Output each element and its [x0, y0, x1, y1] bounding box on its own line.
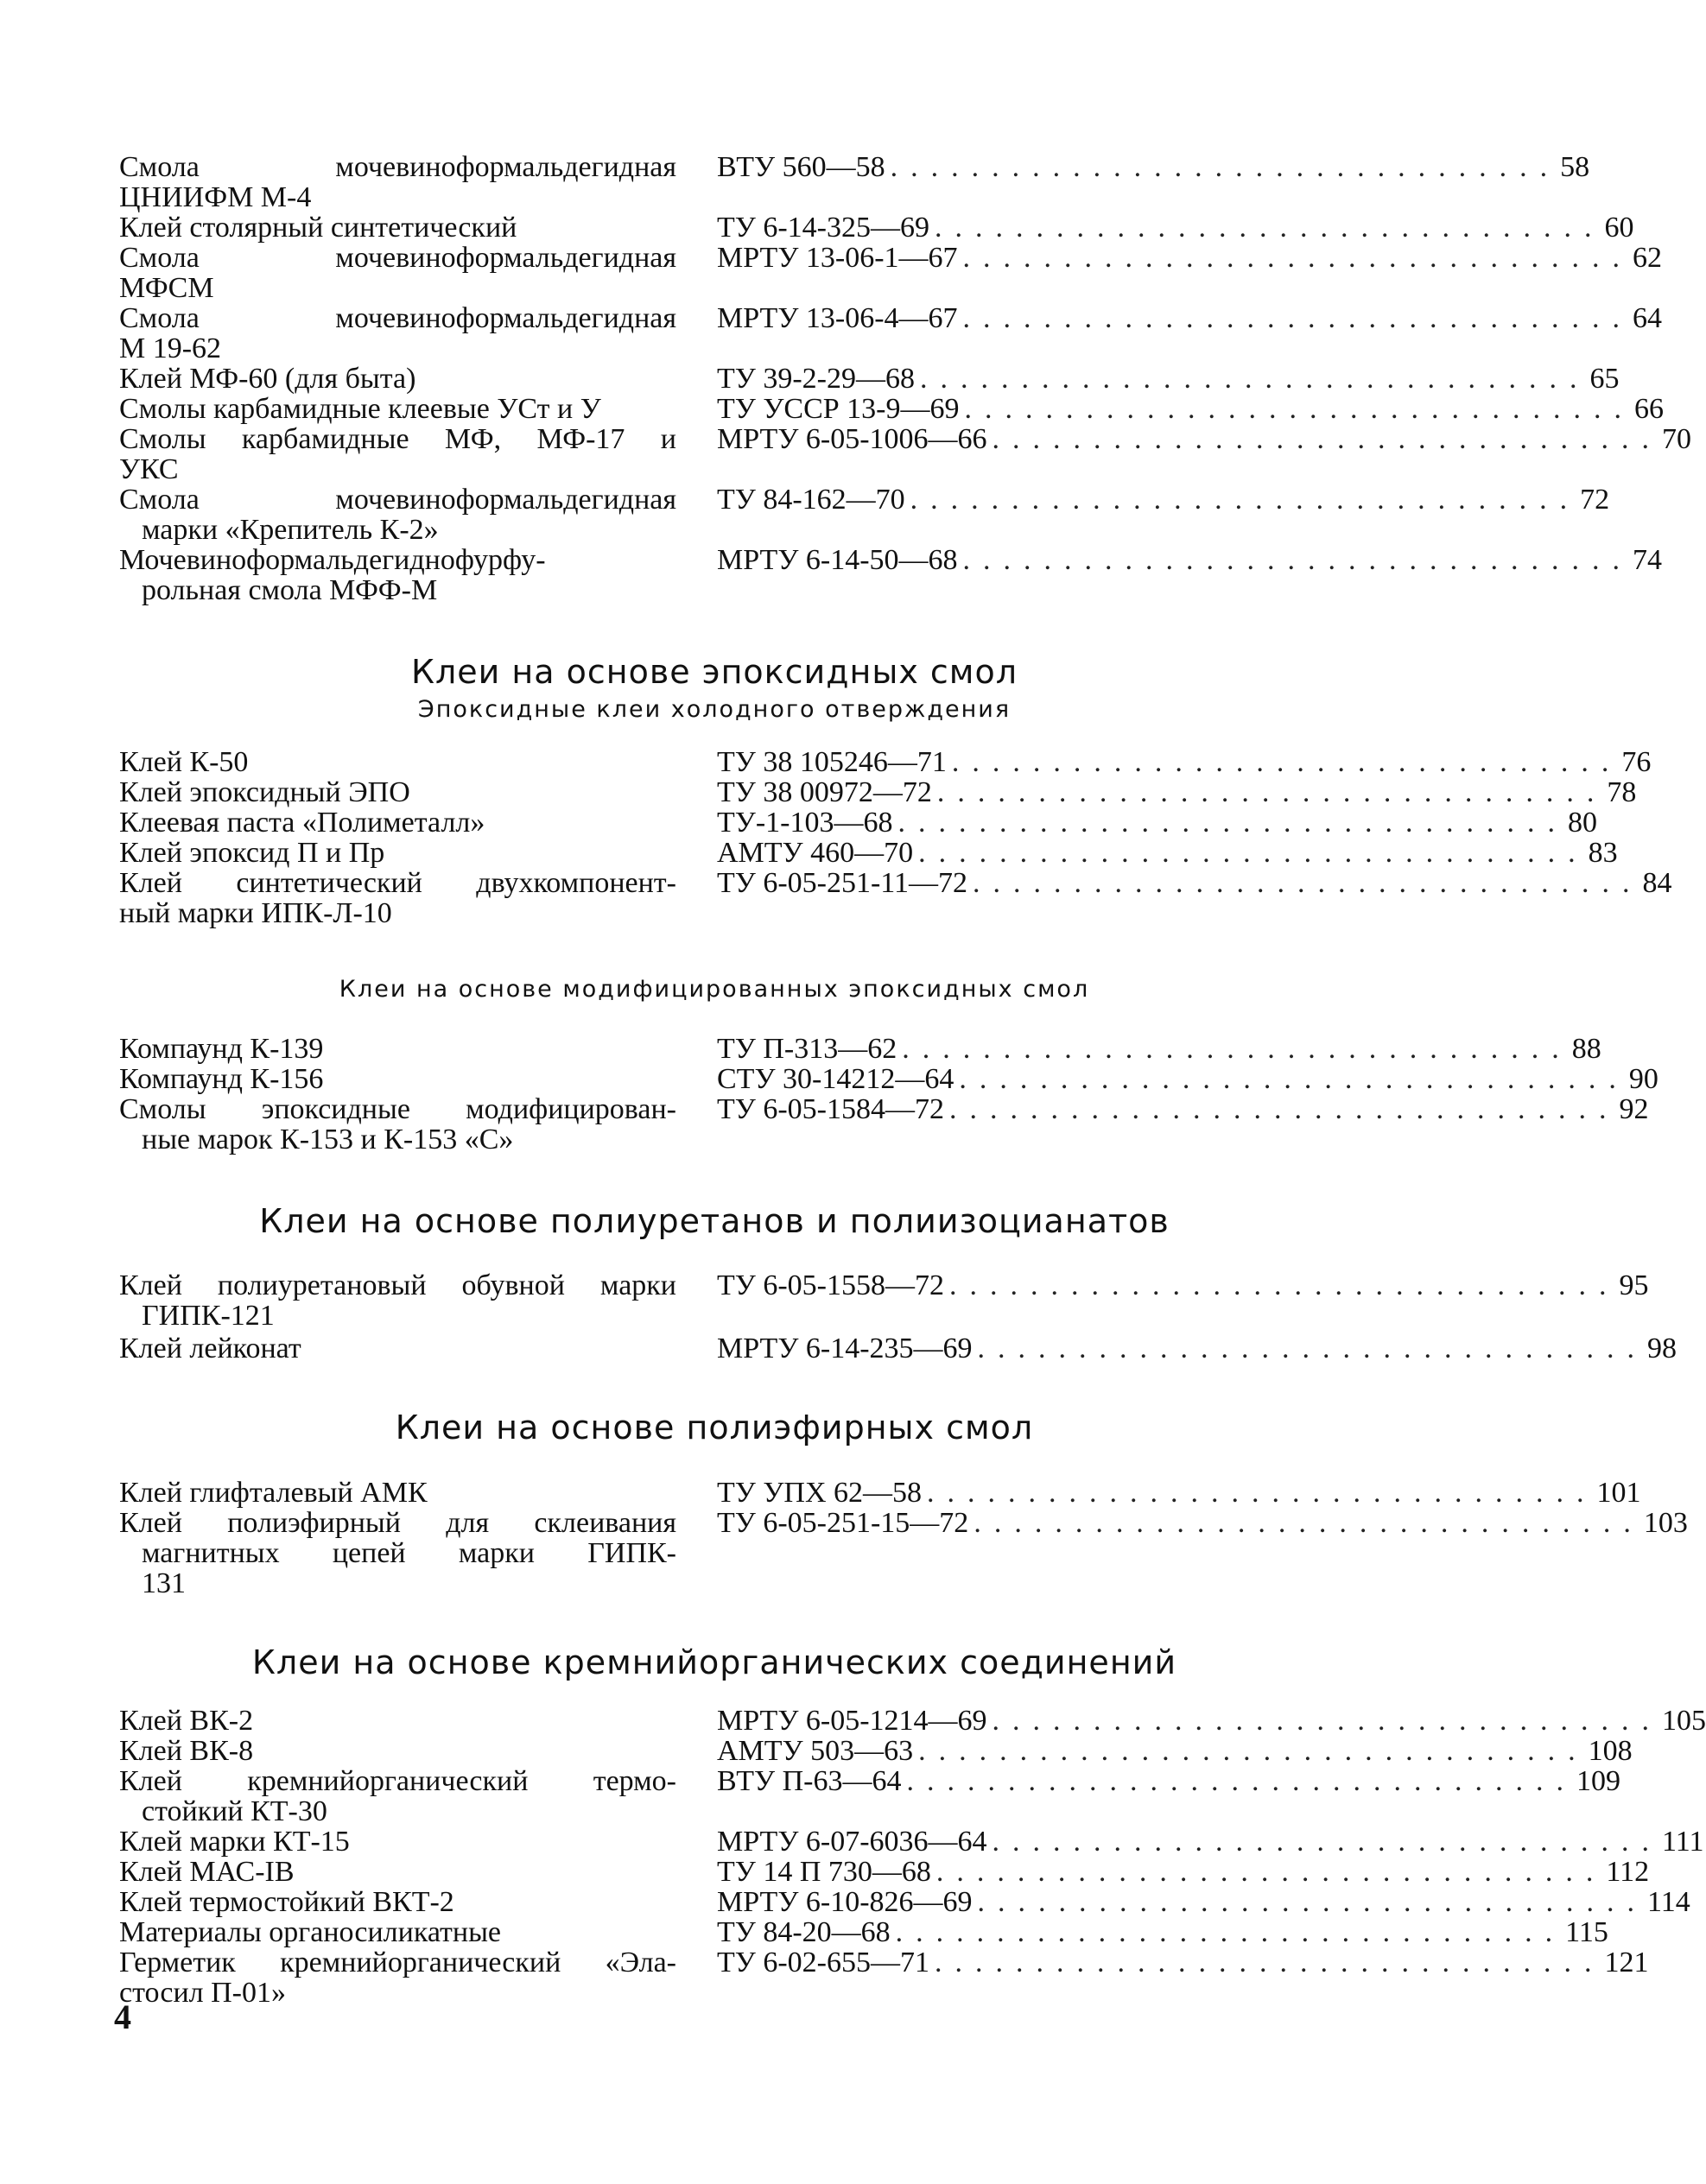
leader-dots: ................................. [920, 363, 1590, 395]
entry-standard: ВТУ 560—58 [717, 151, 885, 183]
entry-standard: СТУ 30-14212—64 [717, 1063, 954, 1095]
entry-name-line: Материалы органосиликатные [119, 1916, 502, 1948]
entry-name [119, 424, 676, 484]
entry-name-line: Компаунд К-156 [119, 1063, 324, 1095]
entry-name-line: М 19-62 [119, 332, 222, 364]
entry-name-line: Клей термостойкий ВКТ-2 [119, 1886, 454, 1918]
leader-dots: ................................. [897, 807, 1568, 839]
leader-dots: ................................. [935, 212, 1605, 244]
section-subtitle: Эпоксидные клеи холодного отверждения [417, 696, 1012, 723]
leader-dots: ................................. [973, 1507, 1644, 1539]
entry-name-line: Клей синтетический двухкомпонент- [119, 867, 676, 899]
entry-name [119, 1270, 676, 1331]
entry-name-line: магнитных цепей марки ГИПК- [142, 1537, 676, 1569]
entry-name [119, 1887, 676, 1917]
entry-standard: МРТУ 13-06-1—67 [717, 242, 958, 274]
entry-standard: МРТУ 6-07-6036—64 [717, 1826, 987, 1858]
entry-name [119, 1094, 676, 1155]
entry-name [119, 1826, 676, 1857]
entry-page: 76 [1621, 746, 1652, 778]
entry-standard: ТУ 39-2-29—68 [717, 363, 915, 395]
leader-dots: ................................. [977, 1886, 1648, 1918]
leader-dots: ................................. [962, 302, 1633, 334]
entry-page: 60 [1604, 212, 1634, 244]
leader-dots: ................................. [949, 1093, 1620, 1125]
leader-dots: ................................. [992, 1705, 1663, 1737]
entry-name-line: Клей столярный синтетический [119, 212, 517, 244]
entry-page: 84 [1642, 867, 1672, 899]
entry-standard: МРТУ 13-06-4—67 [717, 302, 958, 334]
entry-page: 101 [1596, 1477, 1641, 1509]
leader-dots: ................................. [902, 1033, 1572, 1065]
entry-name [119, 243, 676, 303]
leader-dots: ................................. [992, 423, 1663, 455]
entry-standard: МРТУ 6-14-50—68 [717, 544, 958, 576]
leader-dots: ................................. [890, 151, 1561, 183]
entry-page: 105 [1662, 1705, 1706, 1737]
entry-name [119, 1478, 676, 1508]
section-title: Клеи на основе эпоксидных смол [411, 653, 1018, 691]
entry-standard: ТУ П-313—62 [717, 1033, 897, 1065]
entry-page: 64 [1633, 302, 1663, 334]
entry-name-line: стойкий КТ-30 [142, 1795, 327, 1827]
entry-page: 95 [1619, 1269, 1649, 1301]
leader-dots: ................................. [936, 776, 1608, 808]
entry-name-line: Клей К-50 [119, 746, 249, 778]
entry-name [119, 1857, 676, 1887]
entry-standard: АМТУ 503—63 [717, 1735, 914, 1767]
entry-page: 114 [1647, 1886, 1690, 1918]
entry-name-line: рольная смола МФФ-М [142, 574, 438, 606]
entry-page: 58 [1560, 151, 1590, 183]
leader-dots: ................................. [927, 1477, 1597, 1509]
entry-name-line: Смола мочевиноформальдегидная [119, 302, 676, 334]
entry-name-line: Клей лейконат [119, 1333, 301, 1364]
entry-name [119, 152, 676, 212]
entry-name [119, 747, 676, 777]
entry-name-line: ные марок К-153 и К-153 «С» [142, 1124, 514, 1155]
entry-name-line: Клеевая паста «Полиметалл» [119, 807, 485, 839]
entry-name-line: марки «Крепитель К-2» [142, 514, 439, 546]
entry-name-line: Клей эпоксид П и Пр [119, 837, 385, 869]
entry-name [119, 1333, 676, 1364]
entry-page: 78 [1607, 776, 1637, 808]
entry-name-line: Компаунд К-139 [119, 1033, 324, 1065]
entry-name-line: Мочевиноформальдегиднофурфу- [119, 544, 546, 576]
entry-name [119, 838, 676, 868]
entry-name [119, 1766, 676, 1826]
leader-dots: ................................. [918, 1735, 1589, 1767]
leader-dots: ................................. [992, 1826, 1663, 1858]
section-subtitle: Клеи на основе модифицированных эпоксидных смол [339, 976, 1090, 1003]
entry-name [119, 1736, 676, 1766]
entry-standard: ТУ 84-162—70 [717, 484, 905, 516]
entry-name [119, 484, 676, 545]
leader-dots: ................................. [977, 1333, 1648, 1364]
entry-standard: ТУ УССР 13-9—69 [717, 393, 960, 425]
entry-name-line: Клей кремнийорганический термо- [119, 1765, 676, 1797]
entry-standard: МРТУ 6-05-1214—69 [717, 1705, 987, 1737]
leader-dots: ................................. [964, 393, 1634, 425]
entry-name-line: УКС [119, 453, 179, 485]
entry-name-line: Клей полиэфирный для склеивания [119, 1507, 676, 1539]
page-number: 4 [114, 1997, 131, 2036]
leader-dots: ................................. [906, 1765, 1576, 1797]
entry-name [119, 1508, 676, 1598]
entry-name [119, 394, 676, 424]
entry-name [119, 545, 676, 605]
entry-name [119, 212, 676, 243]
entry-page: 103 [1643, 1507, 1688, 1539]
entry-standard: ТУ 38 105246—71 [717, 746, 947, 778]
entry-standard: МРТУ 6-14-235—69 [717, 1333, 973, 1364]
entry-name-line: Смола мочевиноформальдегидная [119, 151, 676, 183]
leader-dots: ................................. [951, 746, 1622, 778]
leader-dots: ................................. [935, 1947, 1605, 1978]
entry-name-line: Герметик кремнийорганический «Эла- [119, 1947, 676, 1978]
entry-name [119, 1947, 676, 2008]
entry-name [119, 777, 676, 807]
entry-name-line: Клей МАС-IВ [119, 1856, 295, 1888]
leader-dots: ................................. [910, 484, 1581, 516]
entry-name [119, 1917, 676, 1947]
entry-page: 108 [1588, 1735, 1633, 1767]
entry-page: 65 [1589, 363, 1620, 395]
entry-page: 88 [1571, 1033, 1601, 1065]
entry-page: 74 [1633, 544, 1663, 576]
entry-standard: МРТУ 6-10-826—69 [717, 1886, 973, 1918]
entry-page: 112 [1606, 1856, 1650, 1888]
leader-dots: ................................. [935, 1856, 1607, 1888]
entry-name-line: стосил П-01» [119, 1977, 286, 2009]
entry-standard: ТУ 6-05-251-15—72 [717, 1507, 969, 1539]
entry-page: 90 [1628, 1063, 1658, 1095]
entry-name-line: Клей МФ-60 (для быта) [119, 363, 416, 395]
entry-page: 92 [1619, 1093, 1649, 1125]
entry-standard: ТУ 38 00972—72 [717, 776, 932, 808]
entry-name-line: Клей ВК-2 [119, 1705, 254, 1737]
leader-dots: ................................. [962, 242, 1633, 274]
entry-name-line: Смола мочевиноформальдегидная [119, 242, 676, 274]
entry-name-line: Клей эпоксидный ЭПО [119, 776, 410, 808]
section-title: Клеи на основе полиуретанов и полиизоцианатов [259, 1202, 1170, 1240]
entry-name [119, 1064, 676, 1094]
entry-name-line: МФСМ [119, 272, 214, 304]
entry-name-line: Смолы эпоксидные модифицирован- [119, 1093, 676, 1125]
entry-name-line: ный марки ИПК-Л-10 [119, 897, 392, 929]
entry-name [119, 868, 676, 928]
entry-page: 98 [1647, 1333, 1677, 1364]
section-title: Клеи на основе полиэфирных смол [395, 1409, 1034, 1447]
entry-name-line: Смолы карбамидные МФ, МФ-17 и [119, 423, 676, 455]
entry-page: 83 [1588, 837, 1618, 869]
entry-standard: ТУ 6-02-655—71 [717, 1947, 929, 1978]
entry-name-line: 131 [142, 1567, 186, 1599]
entry-name-line: Смола мочевиноформальдегидная [119, 484, 676, 516]
entry-page: 121 [1604, 1947, 1649, 1978]
entry-name-line: Клей глифталевый АМК [119, 1477, 428, 1509]
entry-standard: ТУ-1-103—68 [717, 807, 893, 839]
leader-dots: ................................. [949, 1269, 1620, 1301]
entry-standard: МРТУ 6-05-1006—66 [717, 423, 987, 455]
leader-dots: ................................. [895, 1916, 1566, 1948]
entry-name-line: Клей марки КТ-15 [119, 1826, 350, 1858]
entry-standard: АМТУ 460—70 [717, 837, 914, 869]
entry-name-line: Смолы карбамидные клеевые УСт и У [119, 393, 601, 425]
entry-standard: ТУ 84-20—68 [717, 1916, 891, 1948]
entry-page: 115 [1565, 1916, 1608, 1948]
leader-dots: ................................. [962, 544, 1633, 576]
entry-page: 72 [1580, 484, 1610, 516]
entry-standard: ТУ 6-05-1558—72 [717, 1269, 944, 1301]
leader-dots: ................................. [918, 837, 1589, 869]
entry-page: 109 [1576, 1765, 1620, 1797]
entry-name-line: ЦНИИФМ М-4 [119, 181, 312, 213]
section-title: Клеи на основе кремнийорганических соединений [251, 1643, 1177, 1681]
entry-name [119, 1706, 676, 1736]
entry-page: 62 [1633, 242, 1663, 274]
entry-name [119, 1034, 676, 1064]
entry-standard: ТУ 6-05-1584—72 [717, 1093, 944, 1125]
entry-name-line: Клей ВК-8 [119, 1735, 254, 1767]
entry-page: 66 [1634, 393, 1664, 425]
entry-standard: ВТУ П-63—64 [717, 1765, 902, 1797]
entry-page: 80 [1568, 807, 1597, 839]
entry-standard: ТУ 6-14-325—69 [717, 212, 929, 244]
entry-name-line: Клей полиуретановый обувной марки [119, 1269, 676, 1301]
leader-dots: ................................. [973, 867, 1643, 899]
entry-page: 111 [1662, 1826, 1704, 1858]
entry-standard: ТУ 6-05-251-11—72 [717, 867, 968, 899]
leader-dots: ................................. [959, 1063, 1629, 1095]
entry-page: 70 [1662, 423, 1692, 455]
entry-standard: ТУ УПХ 62—58 [717, 1477, 923, 1509]
entry-standard: ТУ 14 П 730—68 [717, 1856, 931, 1888]
entry-name [119, 364, 676, 394]
entry-name-line: ГИПК-121 [142, 1300, 275, 1332]
entry-name [119, 303, 676, 364]
entry-name [119, 807, 676, 838]
